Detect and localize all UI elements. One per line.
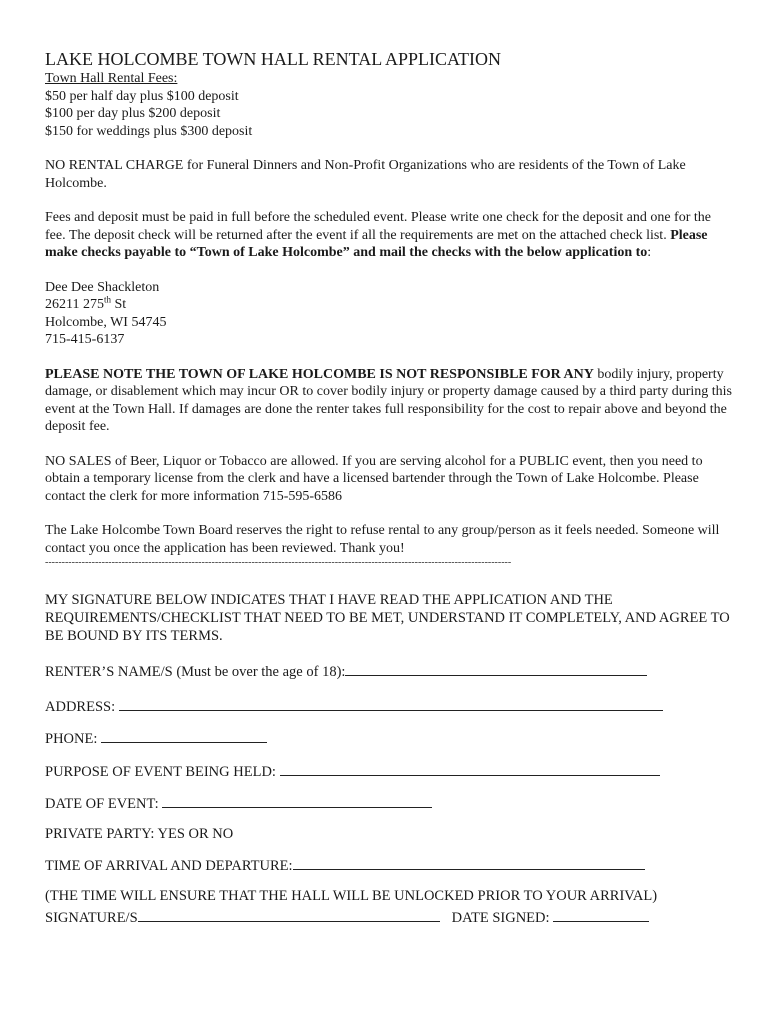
date-signed-label: DATE SIGNED: xyxy=(451,910,554,926)
signature-row xyxy=(45,907,735,928)
address-phone: 715-415-6137 xyxy=(45,332,125,347)
event-date-field[interactable] xyxy=(162,793,432,808)
address-street-sup: th xyxy=(103,294,111,305)
phone-row xyxy=(45,728,735,749)
page-title: LAKE HOLCOMBE TOWN HALL RENTAL APPLICATION xyxy=(45,49,502,69)
address-label: ADDRESS: xyxy=(45,698,119,715)
address-city: Holcombe, WI 54745 xyxy=(45,314,167,330)
fee-wedding: $150 for weddings plus $300 deposit xyxy=(45,123,253,139)
payment-bold: Please make checks payable to “Town of Lake Holcombe” and mail the checks with the below application to xyxy=(45,227,708,260)
event-date-row xyxy=(45,793,735,814)
fees-heading: Town Hall Rental Fees: xyxy=(45,71,178,86)
renter-name-field[interactable] xyxy=(345,661,647,676)
liability-text: bodily injury, property damage, or disablement which may incur OR to cover bodily injury or property damage caused by a third party during this event at the Town Hall. If damages are done the renter takes full responsibility for the cost to repair above and beyond the deposit fee. xyxy=(45,366,732,434)
signature-statement: MY SIGNATURE BELOW INDICATES THAT I HAVE READ THE APPLICATION AND THE REQUIREMENTS/CHECKLIST THAT NEED TO BE MET, UNDERSTAND IT COMPLETELY, AND AGREE TO BE BOUND BY ITS TERMS. xyxy=(45,592,730,644)
time-note: (THE TIME WILL ENSURE THAT THE HALL WILL BE UNLOCKED PRIOR TO YOUR ARRIVAL) xyxy=(45,887,658,904)
time-label: TIME OF ARRIVAL AND DEPARTURE: xyxy=(45,858,293,874)
document-page xyxy=(45,48,735,928)
renter-name-label: RENTER’S NAME/S (Must be over the age of 18): xyxy=(45,664,346,680)
purpose-row xyxy=(45,761,735,782)
private-party-row xyxy=(45,826,735,844)
address-street-rest: St xyxy=(111,297,127,312)
mailing-address xyxy=(45,279,735,349)
address-name: Dee Dee Shackleton xyxy=(45,279,160,295)
liability-bold: PLEASE NOTE THE TOWN OF LAKE HOLCOMBE IS NOT RESPONSIBLE FOR ANY xyxy=(45,366,594,382)
renter-name-row xyxy=(45,661,735,682)
purpose-field[interactable] xyxy=(280,761,660,776)
fee-half-day: $50 per half day plus $100 deposit xyxy=(45,88,239,104)
payment-text: Fees and deposit must be paid in full before the scheduled event. Please write one check for the deposit and one for the fee. The deposit check will be returned after the event if all the requirements are met on the attached check list. xyxy=(45,210,711,243)
event-date-label: DATE OF EVENT: xyxy=(45,796,163,812)
time-field[interactable] xyxy=(293,855,645,870)
date-signed-field[interactable] xyxy=(553,907,649,922)
address-street xyxy=(45,296,735,314)
private-party-label: PRIVATE PARTY: YES OR NO xyxy=(45,825,234,842)
phone-label: PHONE: xyxy=(45,731,101,747)
purpose-label: PURPOSE OF EVENT BEING HELD: xyxy=(45,763,280,780)
phone-field[interactable] xyxy=(101,728,267,743)
time-row xyxy=(45,855,735,876)
no-charge-note: NO RENTAL CHARGE for Funeral Dinners and Non-Profit Organizations who are residents of the Town of Lake Holcombe. xyxy=(45,158,686,191)
payment-instructions xyxy=(45,209,735,262)
board-note: The Lake Holcombe Town Board reserves the right to refuse rental to any group/person as it feels needed. Someone will contact you once the application has been reviewed. Thank you! xyxy=(45,523,720,556)
payment-colon: : xyxy=(647,245,652,260)
fee-day: $100 per day plus $200 deposit xyxy=(45,106,221,121)
address-field[interactable] xyxy=(119,696,663,711)
signature-label: SIGNATURE/S xyxy=(45,910,138,926)
address-row xyxy=(45,696,735,717)
signature-field[interactable] xyxy=(138,907,440,922)
dashed-separator: -------------------------------------------------------------------------------------------------------------------------------------------- xyxy=(45,557,512,568)
liability-note xyxy=(45,366,735,436)
address-street-number: 26211 275 xyxy=(45,297,104,312)
sales-note: NO SALES of Beer, Liquor or Tobacco are allowed. If you are serving alcohol for a PUBLIC event, then you need to obtain a temporary license from the clerk and have a licensed bartender through the Town of Lake Holcombe. Please contact the clerk for more information 715-595-6586 xyxy=(45,453,703,504)
